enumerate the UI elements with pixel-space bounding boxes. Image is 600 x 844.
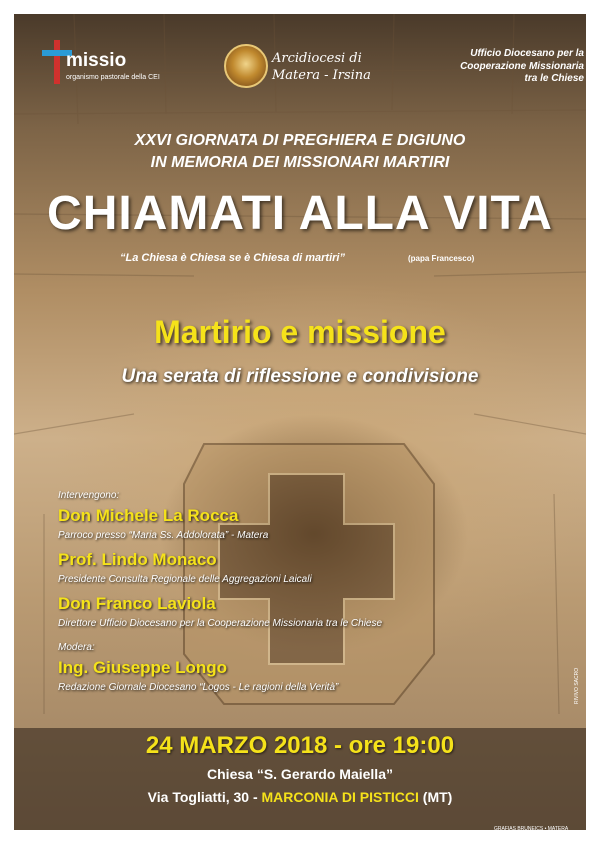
event-subtitle: Martirio e missione — [154, 314, 446, 350]
speaker-name: Don Franco Laviola — [58, 594, 216, 613]
quote-source: (papa Francesco) — [408, 254, 475, 263]
event-address — [14, 789, 586, 805]
moderator-label: Modera: — [58, 642, 95, 653]
archdiocese-line-1: Arcidiocesi di — [272, 51, 362, 66]
address-town: MARCONIA DI PISTICCI — [261, 789, 419, 805]
speaker-role: Presidente Consulta Regionale delle Aggregazioni Laicali — [58, 574, 312, 585]
event-tagline: Una serata di riflessione e condivisione — [121, 366, 479, 387]
address-province: (MT) — [418, 789, 453, 805]
office-line-2: Cooperazione Missionaria — [460, 60, 584, 72]
moderator-role: Redazione Giornale Diocesano “Logos - Le ragioni della Verità” — [58, 682, 339, 693]
office-line-3: tra le Chiese — [524, 73, 584, 84]
address-street: Via Togliatti, 30 - — [147, 789, 262, 805]
moderator-name: Ing. Giuseppe Longo — [58, 658, 228, 677]
missio-subtitle: organismo pastorale della CEI — [66, 74, 160, 81]
event-line-2: IN MEMORIA DEI MISSIONARI MARTIRI — [150, 154, 450, 171]
poster — [14, 14, 586, 830]
event-quote: “La Chiesa è Chiesa se è Chiesa di martiri” — [120, 252, 345, 264]
madonna-icon — [224, 44, 268, 88]
archdiocese-line-2: Matera - Irsina — [272, 68, 371, 83]
missio-logo — [36, 38, 166, 88]
speaker-role: Direttore Ufficio Diocesano per la Cooperazione Missionaria tra le Chiese — [58, 618, 383, 629]
cross-icon — [54, 40, 60, 84]
office-name — [424, 48, 584, 86]
event-title: CHIAMATI ALLA VITA — [47, 187, 553, 240]
event-line-1: XXVI GIORNATA DI PREGHIERA E DIGIUNO — [134, 132, 466, 149]
event-church: Chiesa “S. Gerardo Maiella” — [207, 766, 393, 782]
speaker-role: Parroco presso “Maria Ss. Addolorata” - Matera — [58, 530, 269, 541]
event-date: 24 MARZO 2018 - ore 19:00 — [145, 732, 455, 759]
archdiocese-name — [272, 50, 371, 84]
speakers-label: Intervengono: — [58, 490, 120, 501]
photo-credit: RIVIVO SACRO — [574, 667, 580, 704]
missio-wordmark: missio — [66, 50, 127, 71]
print-credit: GRAFIAS BRUNEICS • MATERA — [494, 826, 569, 830]
office-line-1: Ufficio Diocesano per la — [470, 48, 584, 59]
speaker-name: Prof. Lindo Monaco — [58, 550, 217, 569]
speaker-name: Don Michele La Rocca — [58, 506, 239, 525]
